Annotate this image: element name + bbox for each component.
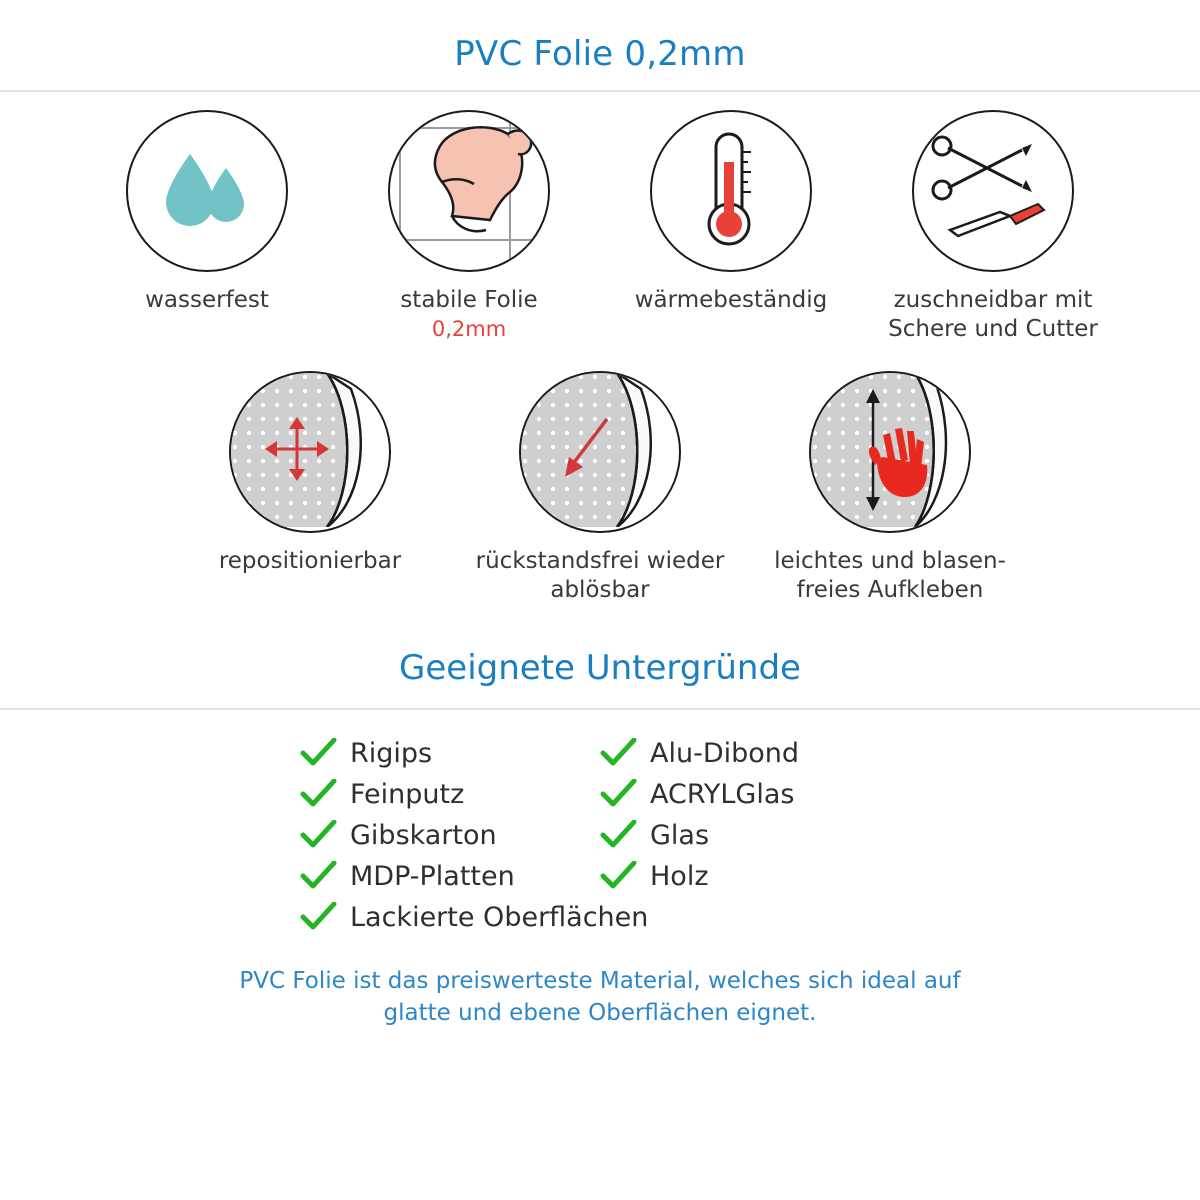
page-title: PVC Folie 0,2mm [454,34,746,74]
feature-waermebestaendig [600,110,862,315]
substrate-label: Alu-Dibond [650,737,800,769]
feature-caption: wasserfest [145,287,269,313]
scissors-cutter-icon [912,110,1074,272]
water-drops-icon [126,110,288,272]
feature-rueckstandsfrei [455,371,745,606]
substrates-title: Geeignete Untergründe [399,647,801,688]
substrate-label: Lackierte Oberflächen [350,901,649,933]
thermometer-icon [650,110,812,272]
substrates-column-right [600,738,900,943]
check-icon [600,738,638,768]
peel-off-icon [519,371,681,533]
check-icon [600,820,638,850]
strong-arm-icon [388,110,550,272]
check-icon [300,738,338,768]
substrate-label: MDP-Platten [350,860,515,892]
list-item [600,738,900,769]
feature-caption: zuschneidbar mit Schere und Cutter [888,287,1098,343]
substrate-label: Glas [650,819,710,851]
check-icon [300,902,338,932]
feature-caption: wärmebeständig [634,287,828,313]
list-item [300,861,600,892]
reposition-arrows-icon [229,371,391,533]
check-icon [300,820,338,850]
feature-caption: stabile Folie [400,287,538,313]
feature-subcaption: 0,2mm [431,317,507,342]
feature-aufkleben [745,371,1035,606]
check-icon [300,779,338,809]
feature-wasserfest [76,110,338,315]
list-item [600,820,900,851]
list-item [600,779,900,810]
feature-zuschneidbar [862,110,1124,345]
list-item [300,779,600,810]
substrate-label: Holz [650,860,709,892]
list-item [300,820,600,851]
check-icon [600,779,638,809]
footer-note-line-2: glatte und ebene Oberflächen eignet. [383,999,817,1026]
footer-note [0,965,1200,1029]
features-section [0,92,1200,606]
substrate-label: Feinputz [350,778,465,810]
feature-caption: leichtes und blasen- freies Aufkleben [774,547,1006,604]
substrate-label: Rigips [350,737,433,769]
features-row-2 [0,371,1200,606]
list-item [300,738,600,769]
list-item [600,861,900,892]
substrate-label: Gibskarton [350,819,497,851]
feature-caption: repositionierbar [218,547,402,574]
footer-note-line-1: PVC Folie ist das preiswerteste Material, welches sich ideal auf [239,967,961,994]
check-icon [300,861,338,891]
feature-caption: rückstandsfrei wieder ablösbar [475,547,725,604]
substrate-label: ACRYLGlas [650,778,795,810]
list-item [300,901,649,933]
substrates-section [0,710,1200,943]
feature-repositionierbar [165,371,455,576]
feature-stabile-folie [338,110,600,341]
hand-smoothing-icon [809,371,971,533]
features-row-1 [0,110,1200,345]
substrates-column-left [300,737,649,943]
check-icon [600,861,638,891]
